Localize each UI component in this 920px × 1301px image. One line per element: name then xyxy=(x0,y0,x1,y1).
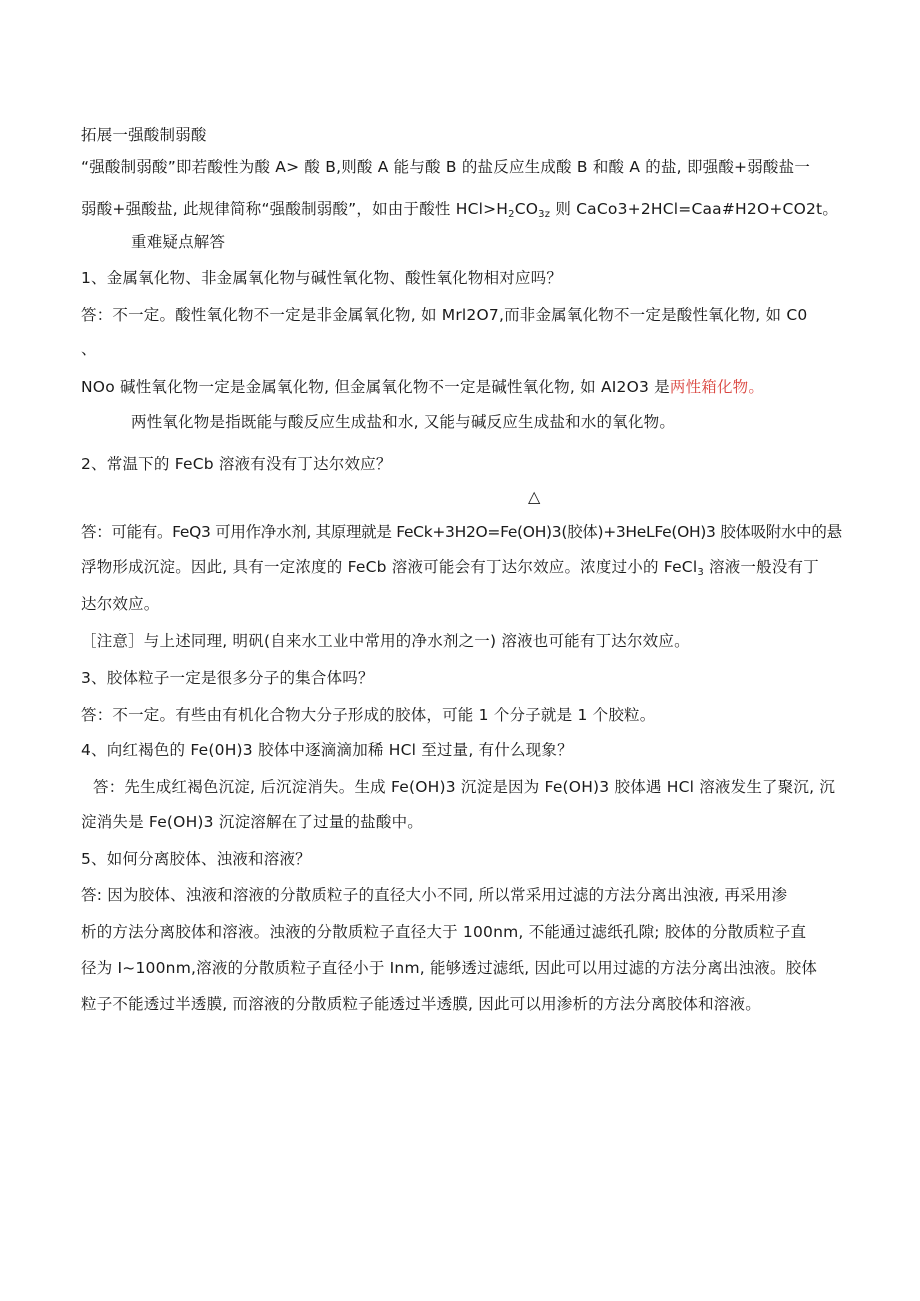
intro-line-1: “强酸制弱酸”即若酸性为酸 A> 酸 B,则酸 A 能与酸 B 的盐反应生成酸 B 和酸 A 的盐, 即强酸+弱酸盐一 xyxy=(81,158,811,176)
q1-answer-line-3 xyxy=(81,377,764,397)
triangle-symbol: △ xyxy=(528,487,541,506)
q1-answer-text: NOo 碱性氧化物一定是金属氧化物, 但金属氧化物不一定是碱性氧化物, 如 AI2O3 是 xyxy=(81,378,670,396)
q5-answer-line-2: 析的方法分离胶体和溶液。浊液的分散质粒子直径大于 100nm, 不能通过滤纸孔隙; 胶体的分散质粒子直 xyxy=(81,923,807,941)
highlighted-term: 两性箱化物。 xyxy=(669,378,765,396)
q1-answer-line-2: 、 xyxy=(81,340,97,358)
q1-question: 1、金属氧化物、非金属氧化物与碱性氧化物、酸性氧化物相对应吗？ xyxy=(81,269,563,287)
q5-answer-line-1: 答: 因为胶体、浊液和溶液的分散质粒子的直径大小不同, 所以常采用过滤的方法分离出浊液, 再采用渗 xyxy=(81,886,788,904)
intro-line-2 xyxy=(81,199,838,219)
q2-question: 2、常温下的 FeCb 溶液有没有丁达尔效应？ xyxy=(81,455,392,473)
q5-question: 5、如何分离胶体、浊液和溶液？ xyxy=(81,850,311,868)
intro-text-a: 弱酸+强酸盐, 此规律简称“强酸制弱酸”，如由于酸性 HCl>H xyxy=(81,200,509,218)
q2-answer-line-2 xyxy=(81,557,819,577)
q3-question: 3、胶体粒子一定是很多分子的集合体吗？ xyxy=(81,669,374,687)
intro-text-c: 则 CaCo3+2HCl=Caa#H2O+CO2t。 xyxy=(550,200,839,218)
section-title: 重难疑点解答 xyxy=(131,233,226,251)
subscript-3: 3 xyxy=(697,567,704,578)
q3-answer: 答：不一定。有些由有机化合物大分子形成的胶体，可能 1 个分子就是 1 个胶粒。 xyxy=(81,706,656,724)
q1-answer-line-1: 答：不一定。酸性氧化物不一定是非金属氧化物, 如 Mrl2O7,而非金属氧化物不一定是酸性氧化物, 如 C0 xyxy=(81,306,808,324)
q2-answer-line-3: 达尔效应。 xyxy=(81,595,160,613)
q2-answer-text-a: 浮物形成沉淀。因此, 具有一定浓度的 FeCb 溶液可能会有丁达尔效应。浓度过小的 FeCl xyxy=(81,558,698,576)
q5-answer-line-4: 粒子不能透过半透膜, 而溶液的分散质粒子能透过半透膜, 因此可以用渗析的方法分离胶体和溶液。 xyxy=(81,995,761,1013)
q2-answer-text-b: 溶液一般没有丁 xyxy=(703,558,819,576)
intro-text-b: CO xyxy=(514,200,539,218)
q1-answer-line-4: 两性氧化物是指既能与酸反应生成盐和水, 又能与碱反应生成盐和水的氧化物。 xyxy=(131,413,676,431)
q4-question: 4、向红褐色的 Fe(0H)3 胶体中逐滴滴加稀 HCl 至过量, 有什么现象？ xyxy=(81,741,573,759)
subscript-3z: 3z xyxy=(538,209,551,220)
q2-answer-line-1: 答：可能有。FeQ3 可用作净水剂, 其原理就是 FeCk+3H2O=Fe(OH)3(胶体)+3HeLFe(OH)3 胶体吸附水中的悬 xyxy=(81,523,842,541)
q4-answer-line-1: 答：先生成红褐色沉淀, 后沉淀消失。生成 Fe(OH)3 沉淀是因为 Fe(OH)3 胶体遇 HCl 溶液发生了聚沉, 沉 xyxy=(93,778,836,796)
q5-answer-line-3: 径为 I~100nm,溶液的分散质粒子直径小于 Inm, 能够透过滤纸, 因此可以用过滤的方法分离出浊液。胶体 xyxy=(81,959,818,977)
q4-answer-line-2: 淀消失是 Fe(OH)3 沉淀溶解在了过量的盐酸中。 xyxy=(81,813,423,831)
q2-note: ［注意］与上述同理, 明矾(自来水工业中常用的净水剂之一) 溶液也可能有丁达尔效应。 xyxy=(81,632,690,650)
subscript-2: 2 xyxy=(508,209,515,220)
extension-heading: 拓展一强酸制弱酸 xyxy=(81,126,207,144)
